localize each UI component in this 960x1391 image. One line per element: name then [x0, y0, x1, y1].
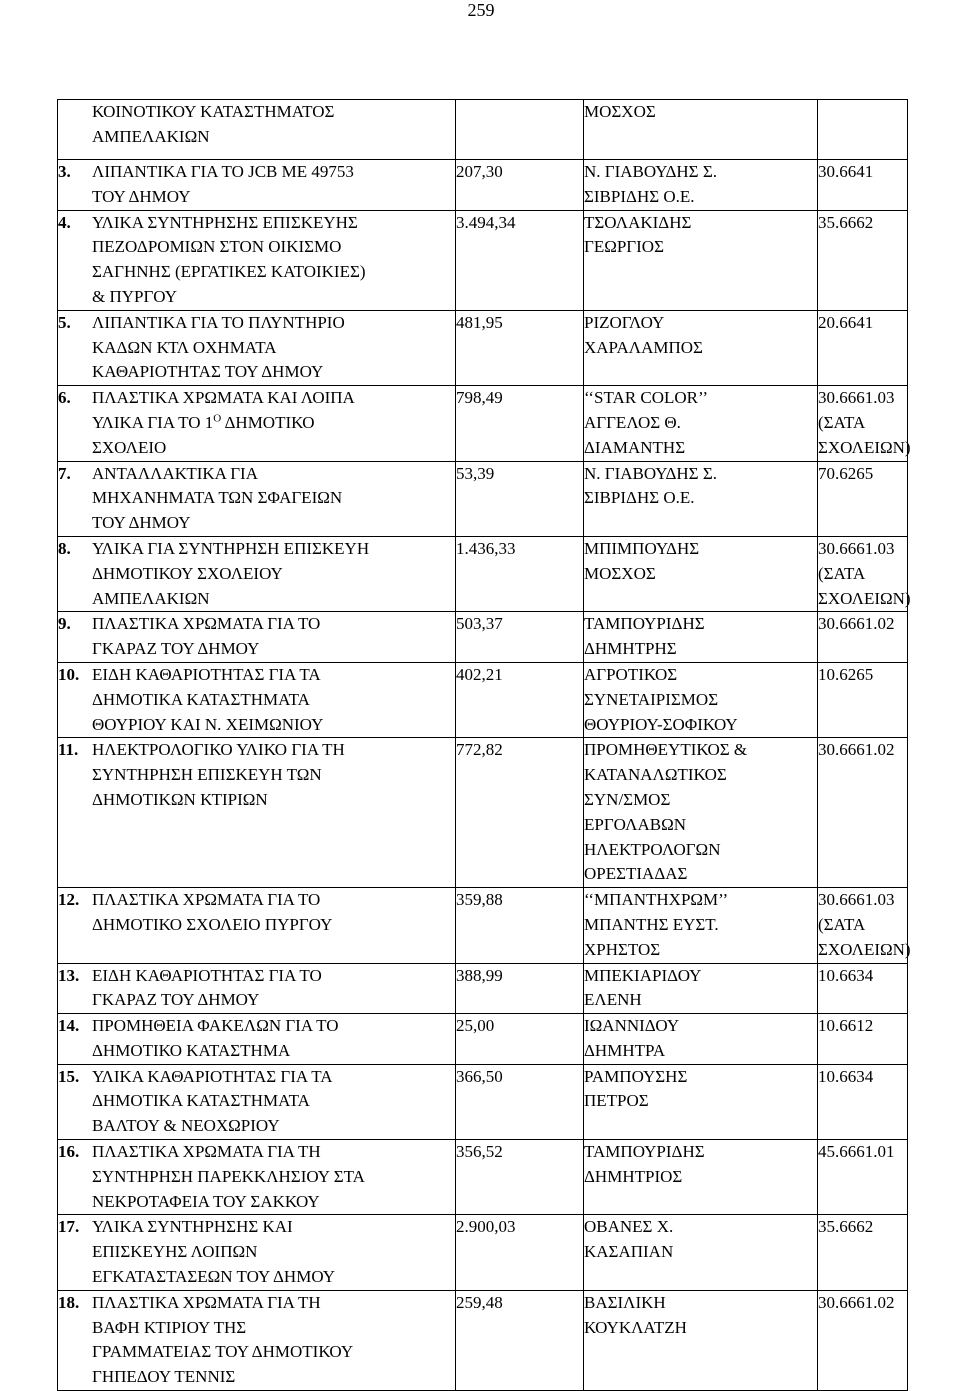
- description-cell: [58, 310, 456, 385]
- row-description: ΥΛΙΚΑ ΚΑΘΑΡΙΟΤΗΤΑΣ ΓΙΑ ΤΑ ΔΗΜΟΤΙΚΑ ΚΑΤΑΣΤΗΜΑΤΑ ΒΑΛΤΟΥ & ΝΕΟΧΩΡΙΟΥ: [92, 1066, 333, 1136]
- supplier-cell: ΟΒΑΝΕΣ Χ. ΚΑΣΑΠΙΑΝ: [584, 1215, 818, 1290]
- row-description: ΠΛΑΣΤΙΚΑ ΧΡΩΜΑΤΑ ΚΑΙ ΛΟΙΠΑ ΥΛΙΚΑ ΓΙΑ ΤΟ $1^O$ ΔΗΜΟΤΙΚΟ ΣΧΟΛΕΙΟ: [92, 388, 355, 457]
- row-description: ΛΙΠΑΝΤΙΚΑ ΓΙΑ ΤΟ ΠΛΥΝΤΗΡΙΟ ΚΑΔΩΝ ΚΤΛ ΟΧΗΜΑΤΑ ΚΑΘΑΡΙΟΤΗΤΑΣ ΤΟΥ ΔΗΜΟΥ: [92, 312, 345, 382]
- amount-cell: 25,00: [456, 1014, 584, 1065]
- code-cell: 35.6662: [818, 210, 908, 310]
- supplier-cell: ΡΑΜΠΟΥΣΗΣ ΠΕΤΡΟΣ: [584, 1064, 818, 1139]
- code-cell: 20.6641: [818, 310, 908, 385]
- description-cell: [58, 738, 456, 888]
- table-row: [58, 160, 908, 211]
- table-row: [58, 612, 908, 663]
- row-number: 16.: [58, 1142, 80, 1162]
- table-row: [58, 963, 908, 1014]
- table-row: [58, 662, 908, 737]
- row-number: 15.: [58, 1066, 80, 1086]
- code-cell: 30.6661.03 (ΣΑΤΑ ΣΧΟΛΕΙΩΝ): [818, 536, 908, 611]
- table-row: [58, 386, 908, 461]
- supplier-cell: ΑΓΡΟΤΙΚΟΣ ΣΥΝΕΤΑΙΡΙΣΜΟΣ ΘΟΥΡΙΟΥ-ΣΟΦΙΚΟΥ: [584, 662, 818, 737]
- supplier-cell: ΜΠΕΚΙΑΡΙΔΟΥ ΕΛΕΝΗ: [584, 963, 818, 1014]
- amount-cell: 53,39: [456, 461, 584, 536]
- description-cell: [58, 888, 456, 963]
- row-description: ΠΛΑΣΤΙΚΑ ΧΡΩΜΑΤΑ ΓΙΑ ΤΟ ΔΗΜΟΤΙΚΟ ΣΧΟΛΕΙΟ ΠΥΡΓΟΥ: [92, 890, 333, 934]
- table-row: [58, 1215, 908, 1290]
- description-cell: [58, 662, 456, 737]
- row-description: ΕΙΔΗ ΚΑΘΑΡΙΟΤΗΤΑΣ ΓΙΑ ΤΑ ΔΗΜΟΤΙΚΑ ΚΑΤΑΣΤΗΜΑΤΑ ΘΟΥΡΙΟΥ ΚΑΙ Ν. ΧΕΙΜΩΝΙΟΥ: [92, 664, 324, 734]
- expenses-table-body: [58, 100, 911, 1391]
- table-row: [58, 310, 908, 385]
- code-cell: [818, 100, 908, 160]
- amount-cell: 503,37: [456, 612, 584, 663]
- amount-cell: 259,48: [456, 1290, 584, 1390]
- supplier-cell: ΙΩΑΝΝΙΔΟΥ ΔΗΜΗΤΡΑ: [584, 1014, 818, 1065]
- code-cell: 30.6641: [818, 160, 908, 211]
- table-row: [58, 461, 908, 536]
- description-cell: [58, 160, 456, 211]
- row-description: ΥΛΙΚΑ ΣΥΝΤΗΡΗΣΗΣ ΕΠΙΣΚΕΥΗΣ ΠΕΖΟΔΡΟΜΙΩΝ ΣΤΟΝ ΟΙΚΙΣΜΟ ΣΑΓΗΝΗΣ (ΕΡΓΑΤΙΚΕΣ ΚΑΤΟΙΚΙΕΣ) & ΠΥΡΓΟΥ: [92, 212, 366, 306]
- amount-cell: 798,49: [456, 386, 584, 461]
- supplier-cell: ΤΑΜΠΟΥΡΙΔΗΣ ΔΗΜΗΤΡΙΟΣ: [584, 1140, 818, 1215]
- amount-cell: 2.900,03: [456, 1215, 584, 1290]
- supplier-cell: ‘‘STAR COLOR’’ ΑΓΓΕΛΟΣ Θ. ΔΙΑΜΑΝΤΗΣ: [584, 386, 818, 461]
- code-cell: 10.6612: [818, 1014, 908, 1065]
- row-description: ΠΛΑΣΤΙΚΑ ΧΡΩΜΑΤΑ ΓΙΑ ΤΗ ΣΥΝΤΗΡΗΣΗ ΠΑΡΕΚΚΛΗΣΙΟΥ ΣΤΑ ΝΕΚΡΟΤΑΦΕΙΑ ΤΟΥ ΣΑΚΚΟΥ: [92, 1142, 365, 1211]
- row-number: 7.: [58, 463, 71, 483]
- row-number: 9.: [58, 614, 71, 634]
- description-cell: [58, 1290, 456, 1390]
- row-description: ΥΛΙΚΑ ΓΙΑ ΣΥΝΤΗΡΗΣΗ ΕΠΙΣΚΕΥΗ ΔΗΜΟΤΙΚΟΥ ΣΧΟΛΕΙΟΥ ΑΜΠΕΛΑΚΙΩΝ: [92, 538, 370, 608]
- row-number: 5.: [58, 312, 71, 332]
- row-number: 18.: [58, 1292, 80, 1312]
- description-cell: [58, 1140, 456, 1215]
- code-cell: 35.6662: [818, 1215, 908, 1290]
- amount-cell: 402,21: [456, 662, 584, 737]
- row-description: ΗΛΕΚΤΡΟΛΟΓΙΚΟ ΥΛΙΚΟ ΓΙΑ ΤΗ ΣΥΝΤΗΡΗΣΗ ΕΠΙΣΚΕΥΗ ΤΩΝ ΔΗΜΟΤΙΚΩΝ ΚΤΙΡΙΩΝ: [92, 740, 345, 809]
- description-cell: [58, 210, 456, 310]
- description-cell: [58, 963, 456, 1014]
- table-row: [58, 1290, 908, 1390]
- row-description: ΕΙΔΗ ΚΑΘΑΡΙΟΤΗΤΑΣ ΓΙΑ ΤΟ ΓΚΑΡΑΖ ΤΟΥ ΔΗΜΟΥ: [92, 965, 322, 1010]
- table-row: [58, 888, 908, 963]
- row-number: 17.: [58, 1217, 80, 1237]
- supplier-cell: Ν. ΓΙΑΒΟΥΔΗΣ Σ. ΣΙΒΡΙΔΗΣ Ο.Ε.: [584, 461, 818, 536]
- ordinal-superscript: Ο: [213, 412, 222, 425]
- code-cell: 30.6661.03 (ΣΑΤΑ ΣΧΟΛΕΙΩΝ): [818, 386, 908, 461]
- amount-cell: 772,82: [456, 738, 584, 888]
- code-cell: 10.6265: [818, 662, 908, 737]
- amount-cell: 356,52: [456, 1140, 584, 1215]
- table-row: [58, 1140, 908, 1215]
- page-number: 259: [467, 0, 495, 20]
- amount-cell: 3.494,34: [456, 210, 584, 310]
- amount-cell: 388,99: [456, 963, 584, 1014]
- amount-cell: [456, 100, 584, 160]
- row-description: ΠΛΑΣΤΙΚΑ ΧΡΩΜΑΤΑ ΓΙΑ ΤΗ ΒΑΦΗ ΚΤΙΡΙΟΥ ΤΗΣ ΓΡΑΜΜΑΤΕΙΑΣ ΤΟΥ ΔΗΜΟΤΙΚΟΥ ΓΗΠΕΔΟΥ ΤΕΝΝΙΣ: [92, 1292, 354, 1387]
- table-row: [58, 536, 908, 611]
- row-description: ΚΟΙΝΟΤΙΚΟΥ ΚΑΤΑΣΤΗΜΑΤΟΣ ΑΜΠΕΛΑΚΙΩΝ: [92, 102, 335, 146]
- row-description: ΥΛΙΚΑ ΣΥΝΤΗΡΗΣΗΣ ΚΑΙ ΕΠΙΣΚΕΥΗΣ ΛΟΙΠΩΝ ΕΓΚΑΤΑΣΤΑΣΕΩΝ ΤΟΥ ΔΗΜΟΥ: [92, 1217, 336, 1287]
- description-cell: [58, 1014, 456, 1065]
- row-number: 10.: [58, 664, 80, 684]
- code-cell: 30.6661.03 (ΣΑΤΑ ΣΧΟΛΕΙΩΝ): [818, 888, 908, 963]
- code-cell: 30.6661.02: [818, 738, 908, 888]
- supplier-cell: ΜΟΣΧΟΣ: [584, 100, 818, 160]
- code-cell: 30.6661.02: [818, 1290, 908, 1390]
- row-description: ΠΡΟΜΗΘΕΙΑ ΦΑΚΕΛΩΝ ΓΙΑ ΤΟ ΔΗΜΟΤΙΚΟ ΚΑΤΑΣΤΗΜΑ: [92, 1016, 339, 1060]
- table-row: [58, 100, 908, 160]
- row-number: [58, 100, 92, 150]
- amount-cell: 481,95: [456, 310, 584, 385]
- code-cell: 70.6265: [818, 461, 908, 536]
- row-description: ΑΝΤΑΛΛΑΚΤΙΚΑ ΓΙΑ ΜΗΧΑΝΗΜΑΤΑ ΤΩΝ ΣΦΑΓΕΙΩΝ ΤΟΥ ΔΗΜΟΥ: [92, 463, 343, 533]
- amount-cell: 1.436,33: [456, 536, 584, 611]
- code-cell: 10.6634: [818, 1064, 908, 1139]
- row-number: 8.: [58, 538, 71, 558]
- expenses-table: [57, 99, 911, 1391]
- supplier-cell: Ν. ΓΙΑΒΟΥΔΗΣ Σ. ΣΙΒΡΙΔΗΣ Ο.Ε.: [584, 160, 818, 211]
- row-number: 12.: [58, 890, 80, 910]
- supplier-cell: ΡΙΖΟΓΛΟΥ ΧΑΡΑΛΑΜΠΟΣ: [584, 310, 818, 385]
- row-description: ΛΙΠΑΝΤΙΚΑ ΓΙΑ ΤΟ JCB ΜΕ 49753 ΤΟΥ ΔΗΜΟΥ: [92, 162, 354, 206]
- supplier-cell: ΤΣΟΛΑΚΙΔΗΣ ΓΕΩΡΓΙΟΣ: [584, 210, 818, 310]
- description-cell: [58, 612, 456, 663]
- table-row: [58, 738, 908, 888]
- supplier-cell: ΒΑΣΙΛΙΚΗ ΚΟΥΚΛΑΤΖΗ: [584, 1290, 818, 1390]
- amount-cell: 207,30: [456, 160, 584, 211]
- amount-cell: 366,50: [456, 1064, 584, 1139]
- row-number: 6.: [58, 388, 71, 408]
- table-row: [58, 1064, 908, 1139]
- description-cell: [58, 461, 456, 536]
- description-cell: [58, 1064, 456, 1139]
- supplier-cell: ΤΑΜΠΟΥΡΙΔΗΣ ΔΗΜΗΤΡΗΣ: [584, 612, 818, 663]
- description-cell: [58, 100, 456, 160]
- table-row: [58, 210, 908, 310]
- amount-cell: 359,88: [456, 888, 584, 963]
- row-number: 4.: [58, 212, 71, 232]
- row-number: 13.: [58, 965, 80, 985]
- supplier-cell: ‘‘ΜΠΑΝΤΗΧΡΩΜ’’ ΜΠΑΝΤΗΣ ΕΥΣΤ. ΧΡΗΣΤΟΣ: [584, 888, 818, 963]
- description-cell: [58, 386, 456, 461]
- code-cell: 45.6661.01: [818, 1140, 908, 1215]
- description-cell: [58, 536, 456, 611]
- row-description: ΠΛΑΣΤΙΚΑ ΧΡΩΜΑΤΑ ΓΙΑ ΤΟ ΓΚΑΡΑΖ ΤΟΥ ΔΗΜΟΥ: [92, 614, 321, 659]
- code-cell: 30.6661.02: [818, 612, 908, 663]
- code-cell: 10.6634: [818, 963, 908, 1014]
- description-cell: [58, 1215, 456, 1290]
- supplier-cell: ΜΠΙΜΠΟΥΔΗΣ ΜΟΣΧΟΣ: [584, 536, 818, 611]
- row-number: 3.: [58, 162, 71, 181]
- row-number: 11.: [58, 740, 79, 760]
- table-row: [58, 1014, 908, 1065]
- row-number: 14.: [58, 1016, 80, 1036]
- supplier-cell: ΠΡΟΜΗΘΕΥΤΙΚΟΣ & ΚΑΤΑΝΑΛΩΤΙΚΟΣ ΣΥΝ/ΣΜΟΣ ΕΡΓΟΛΑΒΩΝ ΗΛΕΚΤΡΟΛΟΓΩΝ ΟΡΕΣΤΙΑΔΑΣ: [584, 738, 818, 888]
